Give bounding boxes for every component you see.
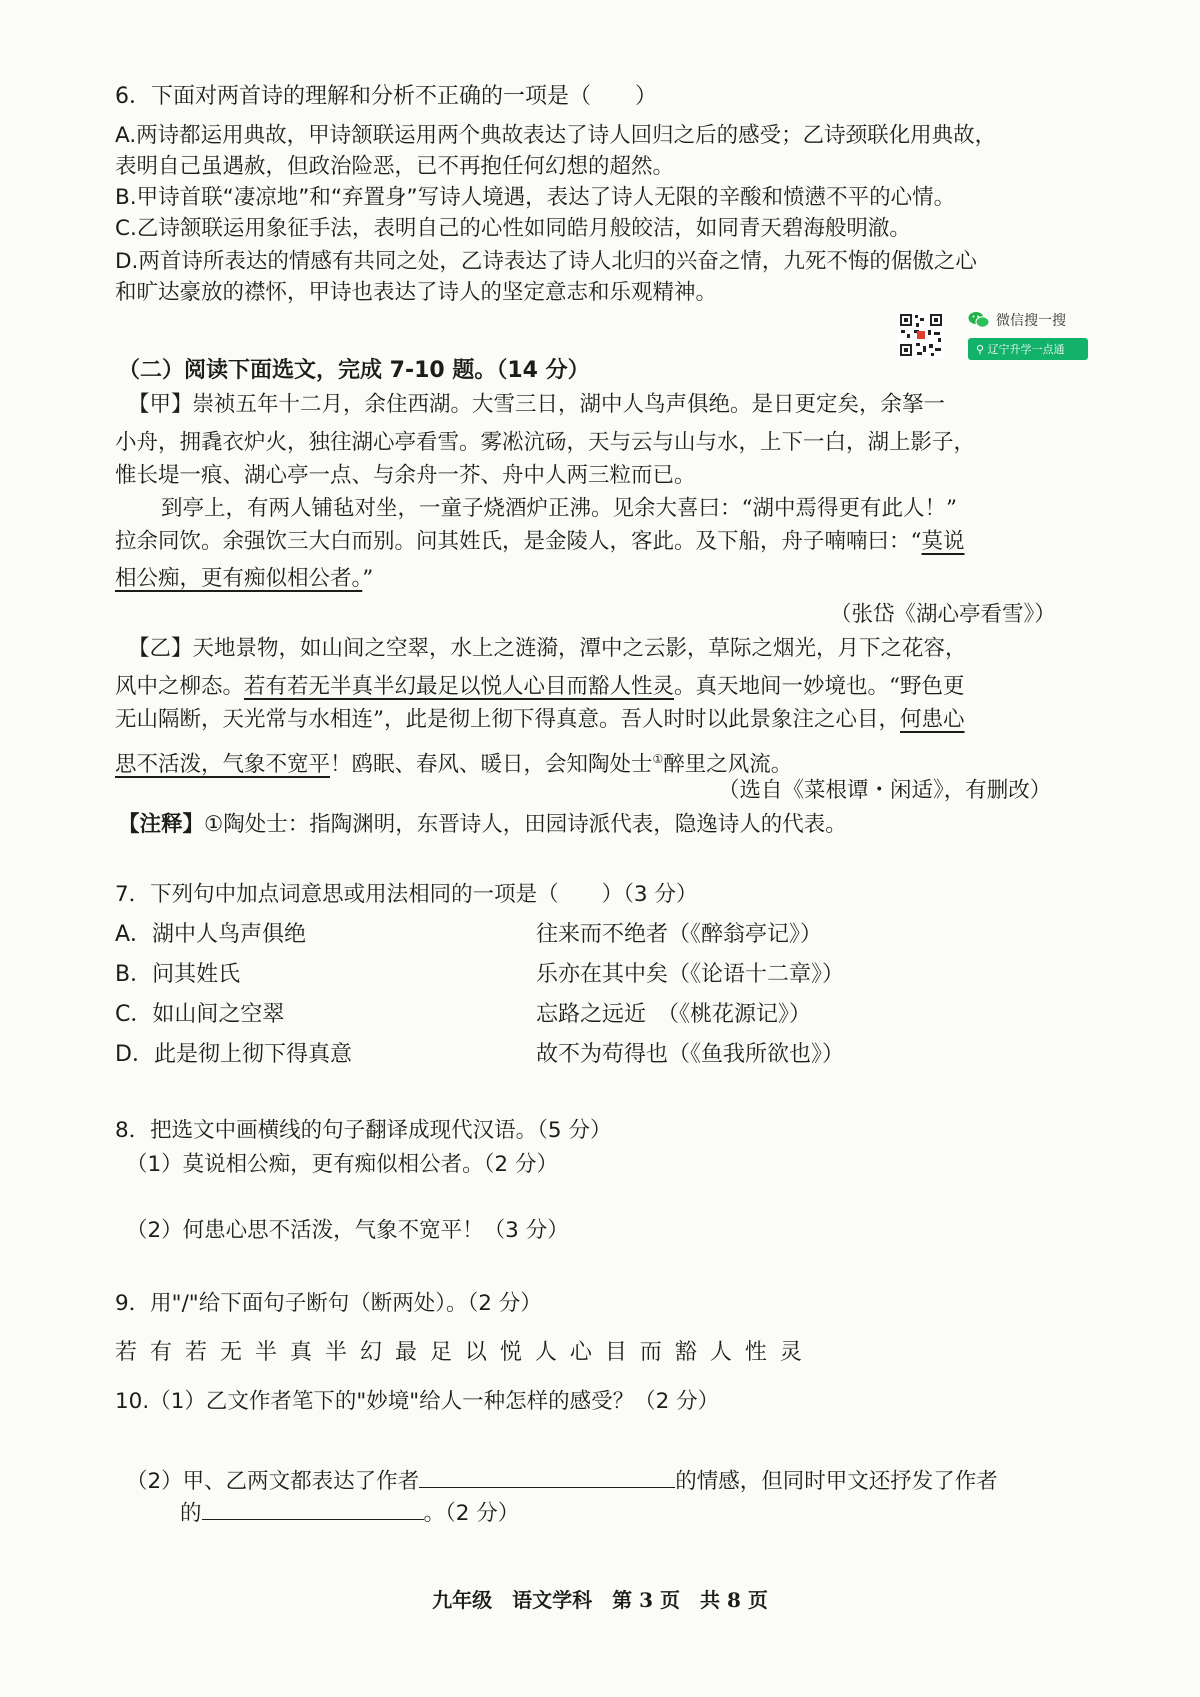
q8-part1: （1）莫说相公痴，更有痴似相公者。（2 分） bbox=[126, 1152, 558, 1177]
q8-stem: 8．把选文中画横线的句子翻译成现代汉语。（5 分） bbox=[115, 1118, 612, 1143]
q7-option-b-left: B．问其姓氏 bbox=[115, 962, 241, 987]
yi-source: （选自《菜根谭・闲适》，有删改） bbox=[718, 778, 1052, 803]
jia-source: （张岱《湖心亭看雪》） bbox=[830, 602, 1056, 627]
answer-blank-1[interactable] bbox=[419, 1463, 675, 1488]
section2-heading: （二）阅读下面选文，完成 7-10 题。（14 分） bbox=[118, 358, 590, 383]
q9-stem: 9．用"/"给下面句子断句（断两处）。（2 分） bbox=[115, 1291, 542, 1316]
underlined-sentence-yi: 若有若无半真半幻最足以悦人心目而豁人性灵 bbox=[244, 674, 675, 699]
q6-option-d-line1: D.两首诗所表达的情感有共同之处，乙诗表达了诗人北归的兴奋之情，九死不悔的倨傲之心 bbox=[115, 249, 977, 274]
q7-option-b-right: 乐亦在其中矣（《论语十二章》） bbox=[536, 962, 845, 987]
q6-option-a-line1: A.两诗都运用典故，甲诗颔联运用两个典故表达了诗人回归之后的感受；乙诗颈联化用典故， bbox=[115, 123, 997, 148]
q7-stem: 7．下列句中加点词意思或用法相同的一项是（ ）（3 分） bbox=[115, 882, 698, 907]
q10-part1: 10.（1）乙文作者笔下的"妙境"给人一种怎样的感受？（2 分） bbox=[115, 1389, 720, 1414]
qr-code-icon bbox=[898, 312, 944, 358]
q6-option-a-line2: 表明自己虽遇赦，但政治险恶，已不再抱任何幻想的超然。 bbox=[115, 154, 675, 179]
annotation bbox=[118, 810, 847, 840]
q10-part2-cont: 的 。（2 分） bbox=[180, 1495, 519, 1529]
q7-option-d-left: D．此是彻上彻下得真意 bbox=[115, 1042, 352, 1067]
answer-blank-2[interactable] bbox=[202, 1495, 424, 1520]
underlined-sentence-1-end: 相公痴，更有痴似相公者。 bbox=[115, 566, 363, 591]
jia-line6: 相公痴，更有痴似相公者。” bbox=[115, 566, 374, 591]
search-icon: ⚲ bbox=[976, 343, 988, 356]
q9-sentence: 若 有 若 无 半 真 半 幻 最 足 以 悦 人 心 目 而 豁 人 性 灵 bbox=[115, 1340, 805, 1365]
underlined-sentence-2-start: 何患心 bbox=[900, 707, 965, 732]
wechat-search-label: 微信搜一搜 bbox=[996, 313, 1066, 329]
q7-option-a-left: A．湖中人鸟声俱绝 bbox=[115, 922, 307, 947]
wechat-icon bbox=[968, 311, 990, 329]
footnote-marker: ① bbox=[652, 752, 664, 766]
yi-line3: 无山隔断，天光常与水相连”，此是彻上彻下得真意。吾人时时以此景象注之心目，何患心 bbox=[115, 707, 965, 732]
q6-option-b: B.甲诗首联“凄凉地”和“弃置身”写诗人境遇，表达了诗人无限的辛酸和愤懑不平的心情。 bbox=[115, 185, 956, 210]
annotation-label: 【注释】 bbox=[118, 812, 205, 837]
page-footer: 九年级 语文学科 第 3 页 共 8 页 bbox=[432, 1588, 768, 1612]
underlined-sentence-1-start: 莫说 bbox=[921, 529, 965, 554]
yi-line1: 【乙】天地景物，如山间之空翠，水上之涟漪，潭中之云影，草际之烟光，月下之花容， bbox=[128, 636, 967, 661]
jia-line2: 小舟，拥毳衣炉火，独往湖心亭看雪。雾凇沆砀，天与云与山与水，上下一白，湖上影子， bbox=[115, 430, 976, 455]
annotation-text: ①陶处士：指陶渊明，东晋诗人，田园诗派代表，隐逸诗人的代表。 bbox=[204, 812, 847, 837]
q8-part2: （2）何患心思不活泼，气象不宽平！（3 分） bbox=[126, 1218, 569, 1243]
q7-option-c-left: C．如山间之空翠 bbox=[115, 1002, 285, 1027]
underlined-sentence-2-end: 思不活泼，气象不宽平 bbox=[115, 752, 331, 778]
q6-option-d-line2: 和旷达豪放的襟怀，甲诗也表达了诗人的坚定意志和乐观精神。 bbox=[115, 280, 718, 305]
jia-line4: 到亭上，有两人铺毡对坐，一童子烧酒炉正沸。见余大喜曰：“湖中焉得更有此人！” bbox=[161, 496, 957, 521]
q10-part2: （2）甲、乙两文都表达了作者 的情感，但同时甲文还抒发了作者 bbox=[126, 1463, 998, 1497]
yi-line2: 风中之柳态。若有若无半真半幻最足以悦人心目而豁人性灵。真天地间一妙境也。“野色更 bbox=[115, 674, 965, 699]
jia-line5: 拉余同饮。余强饮三大白而别。问其姓氏，是金陵人，客此。及下船，舟子喃喃曰：“莫说 bbox=[115, 529, 965, 554]
q6-stem: 6．下面对两首诗的理解和分析不正确的一项是（ ） bbox=[115, 84, 657, 109]
wechat-search-badge[interactable] bbox=[968, 310, 1088, 360]
q7-option-d-right: 故不为苟得也（《鱼我所欲也》） bbox=[536, 1042, 845, 1067]
q6-option-c: C.乙诗颔联运用象征手法，表明自己的心性如同皓月般皎洁，如同青天碧海般明澈。 bbox=[115, 216, 911, 241]
q7-option-c-right: 忘路之远近 （《桃花源记》） bbox=[536, 1002, 812, 1027]
q7-option-a-right: 往来而不绝者（《醉翁亭记》） bbox=[536, 922, 823, 947]
jia-line3: 惟长堤一痕、湖心亭一点、与余舟一芥、舟中人两三粒而已。 bbox=[115, 463, 696, 488]
yi-line4: 思不活泼，气象不宽平！鸥眠、春风、暖日，会知陶处士①醉里之风流。 bbox=[115, 752, 793, 778]
wechat-account-button[interactable]: ⚲ 辽宁升学一点通 bbox=[968, 338, 1088, 360]
jia-line1: 【甲】崇祯五年十二月，余住西湖。大雪三日，湖中人鸟声俱绝。是日更定矣，余拏一 bbox=[128, 392, 946, 417]
